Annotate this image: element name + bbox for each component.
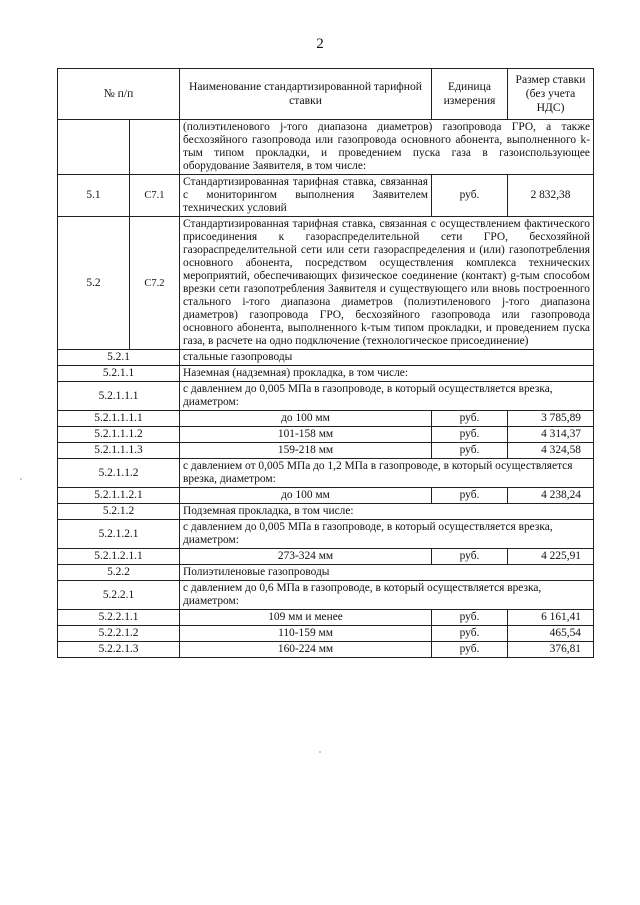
row-rate: 4 225,91 (508, 549, 594, 565)
row-name: 159-218 мм (180, 443, 432, 459)
row-name: Стандартизированная тарифная ставка, связанная с мониторингом выполнения Заявителем технических условий (180, 175, 432, 217)
table-row (58, 549, 594, 565)
row-unit: руб. (432, 549, 508, 565)
row-unit: руб. (432, 411, 508, 427)
header-rate: Размер ставки (без учета НДС) (508, 69, 594, 120)
table-row (58, 565, 594, 581)
row-rate: 4 238,24 (508, 488, 594, 504)
row-unit: руб. (432, 427, 508, 443)
row-number: 5.2.2.1 (58, 581, 180, 610)
table-row (58, 427, 594, 443)
table-row (58, 382, 594, 411)
row-number: 5.1 (58, 175, 130, 217)
page-number: 2 (316, 36, 324, 52)
detail-rows (58, 350, 594, 658)
row-number: 5.2.2 (58, 565, 180, 581)
row-code: C7.2 (130, 217, 180, 350)
row-name: 110-159 мм (180, 626, 432, 642)
row-number: 5.2.1.2.1 (58, 520, 180, 549)
row-unit: руб. (432, 626, 508, 642)
table-row (58, 366, 594, 382)
row-rate: 376,81 (508, 642, 594, 658)
table-row (58, 581, 594, 610)
row-number: 5.2.1.1.1.1 (58, 411, 180, 427)
row-unit: руб. (432, 175, 508, 217)
row-rate: 4 324,58 (508, 443, 594, 459)
table-row (58, 610, 594, 626)
row-name: Наземная (надземная) прокладка, в том числе: (180, 366, 594, 382)
row-unit: руб. (432, 488, 508, 504)
row-number: 5.2.1.1.1 (58, 382, 180, 411)
row-name: Стандартизированная тарифная ставка, связанная с осуществлением фактического присоединения к газораспределительной сети ГРО, бесхозяйной газораспределительной сети или сети газораспределения и (или) газопотребления основного абонента, посредством осуществления комплекса технических мероприятий, обеспечивающих физическое соединение (контакт) g-тым способом врезки сети газопотребления Заявителя и существующего или вновь построенного стального i-того диапазона диаметров (полиэтиленового j-того диапазона диаметров) газопровода ГРО, бесхозяйного газопровода или газопровода основного абонента, выполненного k-тым типом прокладки, и проведением пуска газа, в расчете на одно подключение (технологическое присоединение) (180, 217, 594, 350)
row-name: 109 мм и менее (180, 610, 432, 626)
row-number: 5.2.1.2 (58, 504, 180, 520)
row-number: 5.2.2.1.2 (58, 626, 180, 642)
table-row (58, 175, 594, 217)
table-row (58, 459, 594, 488)
empty-cell (58, 120, 130, 175)
row-rate: 4 314,37 (508, 427, 594, 443)
table-row (58, 217, 594, 350)
header-name: Наименование стандартизированной тарифной ставки (180, 69, 432, 120)
empty-cell (130, 120, 180, 175)
table-row (58, 350, 594, 366)
header-number: № п/п (58, 69, 180, 120)
table-row (58, 120, 594, 175)
row-rate: 6 161,41 (508, 610, 594, 626)
row-name: стальные газопроводы (180, 350, 594, 366)
table-row (58, 411, 594, 427)
table-header-row (58, 69, 594, 120)
table-row (58, 642, 594, 658)
row-name: Подземная прокладка, в том числе: (180, 504, 594, 520)
row-rate: 2 832,38 (508, 175, 594, 217)
table-row (58, 488, 594, 504)
tariff-table (57, 68, 594, 658)
row-number: 5.2 (58, 217, 130, 350)
row-name: 101-158 мм (180, 427, 432, 443)
row-number: 5.2.1.1 (58, 366, 180, 382)
row-number: 5.2.1.1.1.2 (58, 427, 180, 443)
continuation-text: (полиэтиленового j-того диапазона диаметров) газопровода ГРО, а также бесхозяйного газопровода или газопровода основного абонента, выполненного k-тым типом прокладки, и проведением пуска газа в газоиспользующее оборудование Заявителя, в том числе: (180, 120, 594, 175)
row-name: до 100 мм (180, 411, 432, 427)
row-unit: руб. (432, 610, 508, 626)
table-row (58, 626, 594, 642)
scan-speck (20, 478, 22, 480)
row-name: до 100 мм (180, 488, 432, 504)
row-number: 5.2.1.1.1.3 (58, 443, 180, 459)
table-row (58, 443, 594, 459)
header-unit: Единица измерения (432, 69, 508, 120)
row-name: с давлением до 0,005 МПа в газопроводе, в который осуществляется врезка, диаметром: (180, 382, 594, 411)
row-code: C7.1 (130, 175, 180, 217)
row-number: 5.2.1.1.2.1 (58, 488, 180, 504)
table-row (58, 520, 594, 549)
row-name: 273-324 мм (180, 549, 432, 565)
row-number: 5.2.1.1.2 (58, 459, 180, 488)
scan-speck (319, 751, 321, 753)
row-rate: 465,54 (508, 626, 594, 642)
row-number: 5.2.1.2.1.1 (58, 549, 180, 565)
row-rate: 3 785,89 (508, 411, 594, 427)
row-name: с давлением от 0,005 МПа до 1,2 МПа в газопроводе, в который осуществляется врезка, диаметром: (180, 459, 594, 488)
row-number: 5.2.2.1.1 (58, 610, 180, 626)
row-name: с давлением до 0,6 МПа в газопроводе, в который осуществляется врезка, диаметром: (180, 581, 594, 610)
row-unit: руб. (432, 642, 508, 658)
row-name: Полиэтиленовые газопроводы (180, 565, 594, 581)
row-name: с давлением до 0,005 МПа в газопроводе, в который осуществляется врезка, диаметром: (180, 520, 594, 549)
row-number: 5.2.2.1.3 (58, 642, 180, 658)
row-number: 5.2.1 (58, 350, 180, 366)
row-unit: руб. (432, 443, 508, 459)
row-name: 160-224 мм (180, 642, 432, 658)
table-row (58, 504, 594, 520)
